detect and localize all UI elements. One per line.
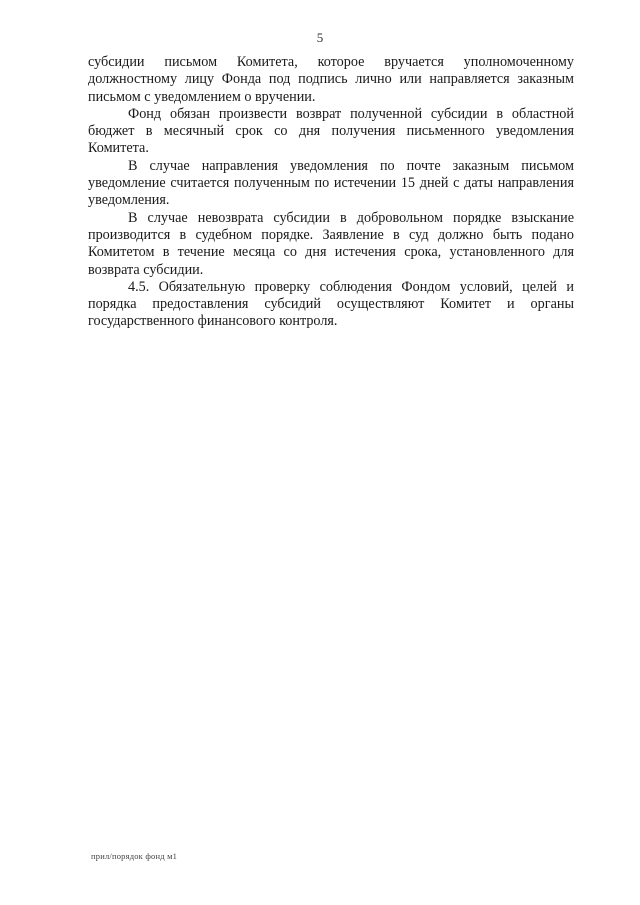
page-number: 5 xyxy=(316,30,324,45)
paragraph-3: В случае направления уведомления по почте заказным письмом уведомление считается полученным по истечении 15 дней с даты направления уведомления. xyxy=(88,157,574,209)
document-body xyxy=(88,54,574,331)
paragraph-1: субсидии письмом Комитета, которое вручается уполномоченному должностному лицу Фонда под подпись лично или направляется заказным письмом с уведомлением о вручении. xyxy=(88,54,574,105)
footer-file-reference: прил/порядок фонд м1 xyxy=(91,851,178,861)
paragraph-2: Фонд обязан произвести возврат полученной субсидии в областной бюджет в месячный срок со дня получения письменного уведомления Комитета. xyxy=(88,105,574,157)
paragraph-5: 4.5. Обязательную проверку соблюдения Фондом условий, целей и порядка предоставления субсидий осуществляют Комитет и органы государственного финансового контроля. xyxy=(88,278,574,330)
paragraph-4: В случае невозврата субсидии в добровольном порядке взыскание производится в судебном порядке. Заявление в суд должно быть подано Комитетом в течение месяца со дня истечения срока, установленного для возврата субсидии. xyxy=(88,209,574,278)
